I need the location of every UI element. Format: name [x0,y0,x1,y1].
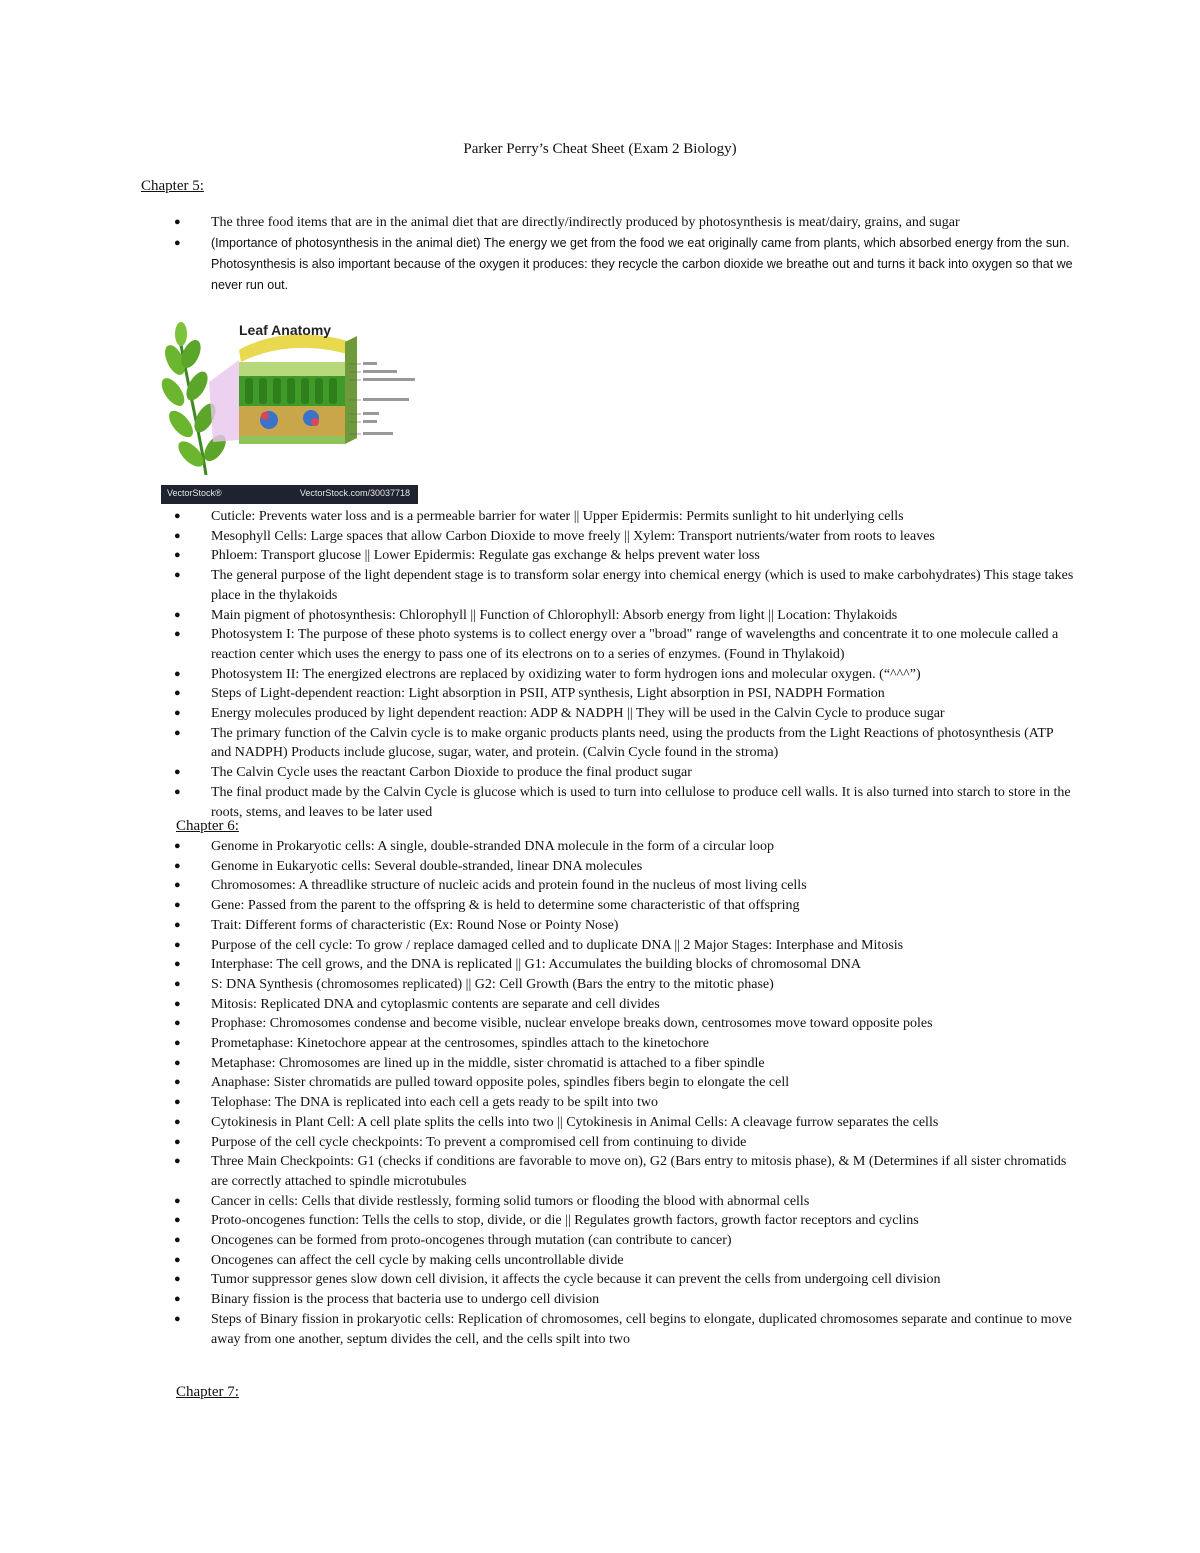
list-item: ● Prophase: Chromosomes condense and become visible, nuclear envelope breaks down, centrosomes move toward opposite poles [174,1014,1074,1034]
chapter-5-intro-list [174,212,1074,296]
bullet-icon: ● [174,1253,181,1266]
bullet-icon: ● [174,569,181,582]
list-item: ● Oncogenes can be formed from proto-oncogenes through mutation (can contribute to cancer) [174,1231,1074,1251]
list-item: ● Mesophyll Cells: Large spaces that allow Carbon Dioxide to move freely || Xylem: Transport nutrients/water from roots to leaves [174,527,1074,547]
bullet-icon: ● [174,859,181,872]
bullet-icon: ● [174,608,181,621]
chapter-7-heading: Chapter 7: [176,1384,239,1400]
bullet-icon: ● [174,899,181,912]
bullet-icon: ● [174,707,181,720]
list-item: ● The three food items that are in the animal diet that are directly/indirectly produced by photosynthesis is meat/dairy, grains, and sugar [174,212,1074,233]
list-item: ● The primary function of the Calvin cycle is to make organic products plants need, using the products from the Light Reactions of photosynthesis (ATP and NADPH) Products include glucose, sugar, water, and protein. (Calvin Cycle found in the stroma) [174,725,1054,761]
list-item: ● Cuticle: Prevents water loss and is a permeable barrier for water || Upper Epidermis: Permits sunlight to hit underlying cells [174,507,1074,527]
list-item: ● Phloem: Transport glucose || Lower Epidermis: Regulate gas exchange & helps prevent water loss [174,546,1074,566]
chapter-5-heading: Chapter 5: [141,178,204,194]
list-item: ● Purpose of the cell cycle checkpoints: To prevent a compromised cell from continuing to divide [174,1133,1074,1153]
list-item: ● Mitosis: Replicated DNA and cytoplasmic contents are separate and cell divides [174,995,1074,1015]
list-item: ● Interphase: The cell grows, and the DNA is replicated || G1: Accumulates the building blocks of chromosomal DNA [174,955,1074,975]
list-item: ● Main pigment of photosynthesis: Chlorophyll || Function of Chlorophyll: Absorb energy from light || Location: Thylakoids [174,606,1074,626]
list-item: ● Photosystem I: The purpose of these photo systems is to collect energy over a "broad" range of wavelengths and concentrate it to one molecule called a reaction center which uses the energy to pass one of its electrons on to a series of enzymes. (Found in Thylakoid) [174,627,1059,662]
bullet-icon: ● [174,766,181,779]
list-item: ● Binary fission is the process that bacteria use to undergo cell division [174,1290,1074,1310]
list-item: ● Photosystem II: The energized electrons are replaced by oxidizing water to form hydrogen ions and molecular oxygen. (“^^^”) [174,665,1074,685]
bullet-icon: ● [174,1293,181,1306]
bullet-icon: ● [174,785,181,798]
chapter-5-list [174,507,1074,822]
list-item: ● Steps of Light-dependent reaction: Light absorption in PSII, ATP synthesis, Light absorption in PSI, NADPH Formation [174,684,1074,704]
list-item: ● Tumor suppressor genes slow down cell division, it affects the cycle because it can prevent the cells from undergoing cell division [174,1270,1074,1290]
bullet-icon: ● [174,997,181,1010]
list-item: ● Prometaphase: Kinetochore appear at the centrosomes, spindles attach to the kinetochore [174,1034,1074,1054]
list-item: ● Gene: Passed from the parent to the offspring & is held to determine some characteristic of that offspring [174,896,1074,916]
list-item: ● Cytokinesis in Plant Cell: A cell plate splits the cells into two || Cytokinesis in Animal Cells: A cleavage furrow separates the cells [174,1113,1074,1133]
bullet-icon: ● [174,1096,181,1109]
bullet-icon: ● [174,1312,181,1325]
bullet-icon: ● [174,1017,181,1030]
figure-watermark-bar [161,485,418,504]
chapter-6-list [174,837,1074,1349]
bullet-icon: ● [174,687,181,700]
page-title: Parker Perry’s Cheat Sheet (Exam 2 Biology) [463,141,737,157]
list-item: ● Telophase: The DNA is replicated into each cell a gets ready to be spilt into two [174,1093,1074,1113]
leaf-anatomy-illustration [161,320,418,485]
list-item: ● S: DNA Synthesis (chromosomes replicated) || G2: Cell Growth (Bars the entry to the mitotic phase) [174,975,1074,995]
leaf-anatomy-figure [161,320,418,504]
bullet-icon: ● [174,1234,181,1247]
list-item: ● Genome in Prokaryotic cells: A single, double-stranded DNA molecule in the form of a circular loop [174,837,1074,857]
list-item: ● Steps of Binary fission in prokaryotic cells: Replication of chromosomes, cell begins to elongate, duplicated chromosomes separate and continue to move away from one another, septum divides the cell, and the cells spilt into two [174,1311,1072,1347]
bullet-icon: ● [174,628,181,641]
bullet-icon: ● [174,549,181,562]
bullet-icon: ● [174,1194,181,1207]
bullet-icon: ● [174,726,181,739]
bullet-icon: ● [174,977,181,990]
bullet-icon: ● [174,938,181,951]
bullet-icon: ● [174,1115,181,1128]
figure-title: Leaf Anatomy [239,322,332,338]
bullet-icon: ● [174,1155,181,1168]
watermark-left: VectorStock® [167,488,222,498]
list-item: ● Proto-oncogenes function: Tells the cells to stop, divide, or die || Regulates growth factors, growth factor receptors and cyclins [174,1211,1074,1231]
list-item: ● Trait: Different forms of characteristic (Ex: Round Nose or Pointy Nose) [174,916,1074,936]
bullet-icon: ● [174,879,181,892]
bullet-icon: ● [174,918,181,931]
list-item: ● The final product made by the Calvin Cycle is glucose which is used to turn into cellulose to produce cell walls. It is also turned into starch to store in the roots, stems, and leaves to be later used [174,784,1071,820]
list-item: ● The Calvin Cycle uses the reactant Carbon Dioxide to produce the final product sugar [174,763,1074,783]
list-item: ● Anaphase: Sister chromatids are pulled toward opposite poles, spindles fibers begin to elongate the cell [174,1073,1074,1093]
bullet-icon: ● [174,237,181,249]
bullet-icon: ● [174,1076,181,1089]
list-item: ● Cancer in cells: Cells that divide restlessly, forming solid tumors or flooding the blood with abnormal cells [174,1192,1074,1212]
bullet-icon: ● [174,1273,181,1286]
chapter-6-heading: Chapter 6: [176,818,239,834]
bullet-icon: ● [174,529,181,542]
list-item: ● Three Main Checkpoints: G1 (checks if conditions are favorable to move on), G2 (Bars entry to mitosis phase), & M (Determines if all sister chromatids are correctly attached to spindle microtubules [174,1154,1067,1189]
list-item: ● Energy molecules produced by light dependent reaction: ADP & NADPH || They will be used in the Calvin Cycle to produce sugar [174,704,1074,724]
watermark-right: VectorStock.com/30037718 [299,488,410,498]
bullet-icon: ● [174,667,181,680]
bullet-icon: ● [174,840,181,852]
bullet-icon: ● [174,216,181,228]
list-item: ● The general purpose of the light dependent stage is to transform solar energy into chemical energy (which is used to make carbohydrates) This stage takes place in the thylakoids [174,568,1074,603]
bullet-icon: ● [174,1037,181,1050]
list-item: ● (Importance of photosynthesis in the animal diet) The energy we get from the food we eat originally came from plants, which absorbed energy from the sun. Photosynthesis is also important because of the oxygen it produces: they recycle the carbon dioxide we breathe out and turns it back into oxygen so that we never run out. [174,233,1074,296]
list-item: ● Genome in Eukaryotic cells: Several double-stranded, linear DNA molecules [174,857,1074,877]
leaf-cross-section-icon [239,334,357,444]
list-item: ● Oncogenes can affect the cell cycle by making cells uncontrollable divide [174,1251,1074,1271]
label-placeholders [363,362,415,435]
bullet-icon: ● [174,510,181,522]
list-item: ● Metaphase: Chromosomes are lined up in the middle, sister chromatid is attached to a fiber spindle [174,1054,1074,1074]
list-item: ● Purpose of the cell cycle: To grow / replace damaged celled and to duplicate DNA || 2 Major Stages: Interphase and Mitosis [174,936,1074,956]
bullet-icon: ● [174,1214,181,1227]
bullet-icon: ● [174,958,181,971]
list-item: ● Chromosomes: A threadlike structure of nucleic acids and protein found in the nucleus of most living cells [174,876,1074,896]
bullet-icon: ● [174,1135,181,1148]
bullet-icon: ● [174,1056,181,1069]
